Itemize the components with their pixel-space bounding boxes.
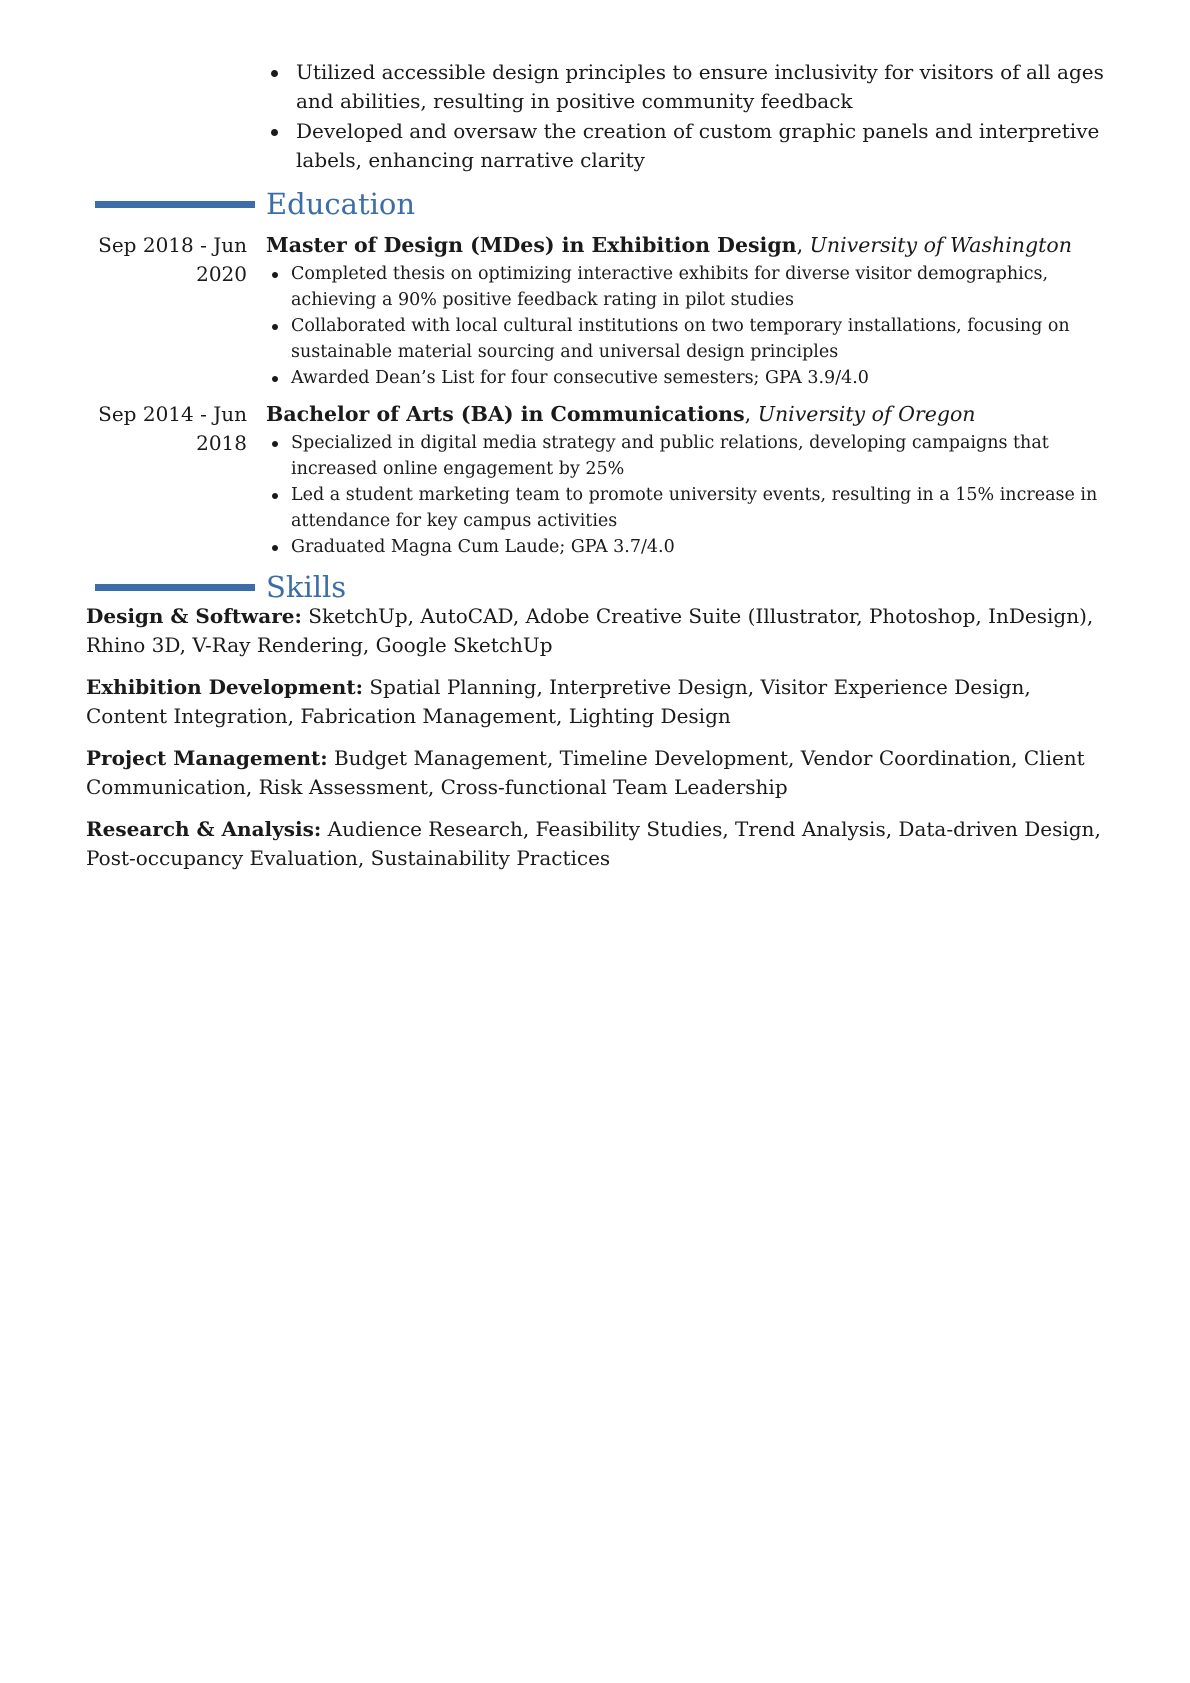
section-accent-bar xyxy=(95,201,255,208)
education-bullet-text: Awarded Dean’s List for four consecutive semesters; GPA 3.9/4.0 xyxy=(291,368,869,388)
skill-row xyxy=(86,602,1106,660)
education-heading: Bachelor of Arts (BA) in Communications, University of Oregon xyxy=(266,402,976,426)
skills-list xyxy=(86,602,1106,886)
bullet-dot-icon xyxy=(272,376,278,382)
education-heading: Master of Design (MDes) in Exhibition Design, University of Washington xyxy=(266,233,1072,257)
education-date: Sep 2018 - Jun 2020 xyxy=(98,233,247,286)
education-school: University of Oregon xyxy=(757,402,976,426)
education-bullet xyxy=(266,365,1106,391)
bullet-dot-icon xyxy=(272,545,278,551)
education-bullet xyxy=(266,261,1106,313)
skills-section-header xyxy=(95,570,995,604)
skill-items: Budget Management, Timeline Development, Vendor Coordination, Client Communication, Risk Assessment, Cross-functional Team Leadership xyxy=(86,746,1085,799)
skill-category: Research & Analysis: xyxy=(86,817,322,841)
bullet-dot-icon xyxy=(272,441,278,447)
education-bullet-text: Completed thesis on optimizing interactive exhibits for diverse visitor demographics, achieving a 90% positive feedback rating in pilot studies xyxy=(291,264,1049,310)
skill-items: SketchUp, AutoCAD, Adobe Creative Suite (Illustrator, Photoshop, InDesign), Rhino 3D, V-Ray Rendering, Google SketchUp xyxy=(86,604,1094,657)
education-bullet-text: Led a student marketing team to promote university events, resulting in a 15% increase in attendance for key campus activities xyxy=(291,485,1098,531)
bullet-dot-icon xyxy=(272,493,278,499)
education-bullet xyxy=(266,534,1106,560)
education-details xyxy=(266,231,1106,391)
education-bullet xyxy=(266,313,1106,365)
education-school: University of Washington xyxy=(809,233,1072,257)
experience-bullet-list xyxy=(266,58,1106,175)
education-bullet xyxy=(266,430,1106,482)
skill-row xyxy=(86,815,1106,873)
bullet-dot-icon xyxy=(271,129,278,136)
skill-row xyxy=(86,744,1106,802)
experience-bullet-text: Utilized accessible design principles to ensure inclusivity for visitors of all ages and abilities, resulting in positive community feedback xyxy=(296,60,1104,113)
experience-bullet-text: Developed and oversaw the creation of custom graphic panels and interpretive labels, enhancing narrative clarity xyxy=(296,119,1100,172)
skill-items: Audience Research, Feasibility Studies, Trend Analysis, Data-driven Design, Post-occupancy Evaluation, Sustainability Practices xyxy=(86,817,1101,870)
skill-row xyxy=(86,673,1106,731)
bullet-dot-icon xyxy=(272,324,278,330)
bullet-dot-icon xyxy=(271,70,278,77)
education-bullet-list xyxy=(266,261,1106,391)
education-bullet-list xyxy=(266,430,1106,560)
skill-category: Design & Software: xyxy=(86,604,302,628)
skill-items: Spatial Planning, Interpretive Design, Visitor Experience Design, Content Integration, Fabrication Management, Lighting Design xyxy=(86,675,1031,728)
skills-section-title: Skills xyxy=(266,570,347,604)
education-section-header xyxy=(95,187,995,221)
education-bullet-text: Collaborated with local cultural institutions on two temporary installations, focusing on sustainable material sourcing and universal design principles xyxy=(291,316,1070,362)
education-bullet xyxy=(266,482,1106,534)
bullet-dot-icon xyxy=(272,272,278,278)
education-date: Sep 2014 - Jun 2018 xyxy=(98,402,247,455)
education-degree: Master of Design (MDes) in Exhibition Design xyxy=(266,233,797,257)
education-details xyxy=(266,400,1106,560)
section-accent-bar xyxy=(95,584,255,591)
education-section-title: Education xyxy=(266,187,416,221)
education-bullet-text: Graduated Magna Cum Laude; GPA 3.7/4.0 xyxy=(291,537,675,557)
education-degree: Bachelor of Arts (BA) in Communications xyxy=(266,402,745,426)
skill-category: Exhibition Development: xyxy=(86,675,363,699)
education-bullet-text: Specialized in digital media strategy and public relations, developing campaigns that increased online engagement by 25% xyxy=(291,433,1049,479)
experience-bullet xyxy=(266,58,1106,116)
skill-category: Project Management: xyxy=(86,746,328,770)
experience-bullet xyxy=(266,117,1106,175)
